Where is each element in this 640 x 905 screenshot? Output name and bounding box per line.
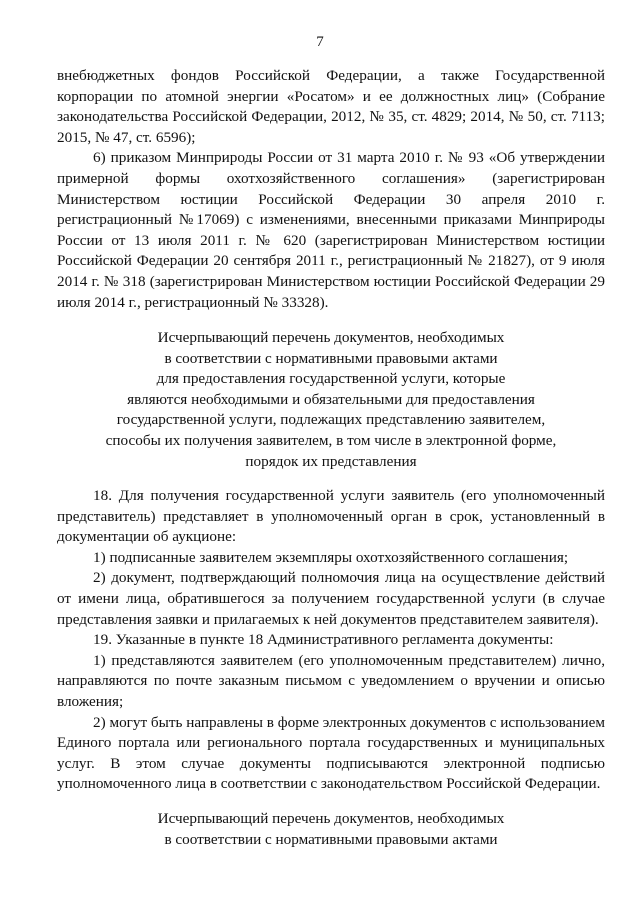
section-heading-next (57, 809, 605, 850)
section-heading-documents (57, 328, 605, 472)
paragraph-continuation: внебюджетных фондов Российской Федерации, а также Государственной корпорации по атомной энергии «Росатом» и ее должностных лиц» (Собрание законодательства Российской Федерации, 2012, № 35, ст. 4829; 2014, № 50, ст. 7113; 2015, № 47, ст. 6596); (57, 67, 605, 146)
heading-line: Исчерпывающий перечень документов, необходимых (157, 810, 505, 827)
paragraph-18: 18. Для получения государственной услуги заявитель (его уполномоченный представитель) представляет в уполномоченный орган в срок, установленный в документации об аукционе: (57, 487, 605, 546)
paragraph-19: 19. Указанные в пункте 18 Административного регламента документы: (93, 631, 554, 649)
heading-line: порядок их представления (245, 452, 417, 470)
paragraph-19-item-1: 1) представляются заявителем (его уполномоченным представителем) лично, направляются по почте заказным письмом с уведомлением о вручении и описью вложения; (57, 651, 605, 710)
text-block-top (57, 66, 605, 313)
heading-line: способы их получения заявителем, в том числе в электронной форме, (105, 431, 557, 449)
heading-line: в соответствии с нормативными правовыми актами (164, 349, 498, 367)
paragraph-18-item-1: 1) подписанные заявителем экземпляры охотхозяйственного соглашения; (93, 548, 569, 566)
text-block-middle (57, 486, 605, 795)
heading-line: для предоставления государственной услуги, которые (156, 370, 506, 388)
paragraph-19-item-2: 2) могут быть направлены в форме электронных документов с использованием Единого портала или регионального портала государственных и муниципальных услуг. В этом случае документы подписываются электронной подписью уполномоченного лица в соответствии с законодательством Российской Федерации. (57, 713, 605, 793)
heading-line: в соответствии с нормативными правовыми актами (164, 830, 498, 848)
page-number: 7 (316, 34, 324, 50)
heading-line: являются необходимыми и обязательными для предоставления (127, 390, 535, 408)
heading-line: государственной услуги, подлежащих представлению заявителем, (116, 411, 546, 429)
heading-line: Исчерпывающий перечень документов, необходимых (157, 329, 505, 346)
paragraph-item-6: 6) приказом Минприроды России от 31 марта 2010 г. № 93 «Об утверждении примерной формы охотхозяйственного соглашения» (зарегистрирован Министерством юстиции Российской Федерации 30 апреля 2010 г. регистрационный №17069) с изменениями, внесенными приказами Минприроды России от 13 июля 2011 г. № 620 (зарегистрирован Министерством юстиции Российской Федерации 20 сентября 2011 г., регистрационный № 21827), от 9 июля 2014 г. № 318 (зарегистрирован Министерством юстиции Российской Федерации 29 июля 2014 г., регистрационный № 33328). (57, 149, 605, 311)
paragraph-18-item-2: 2) документ, подтверждающий полномочия лица на осуществление действий от имени лица, обратившегося за получением государственной услуги (в случае представления заявки и прилагаемых к ней документов представителем заявителя). (57, 569, 605, 628)
